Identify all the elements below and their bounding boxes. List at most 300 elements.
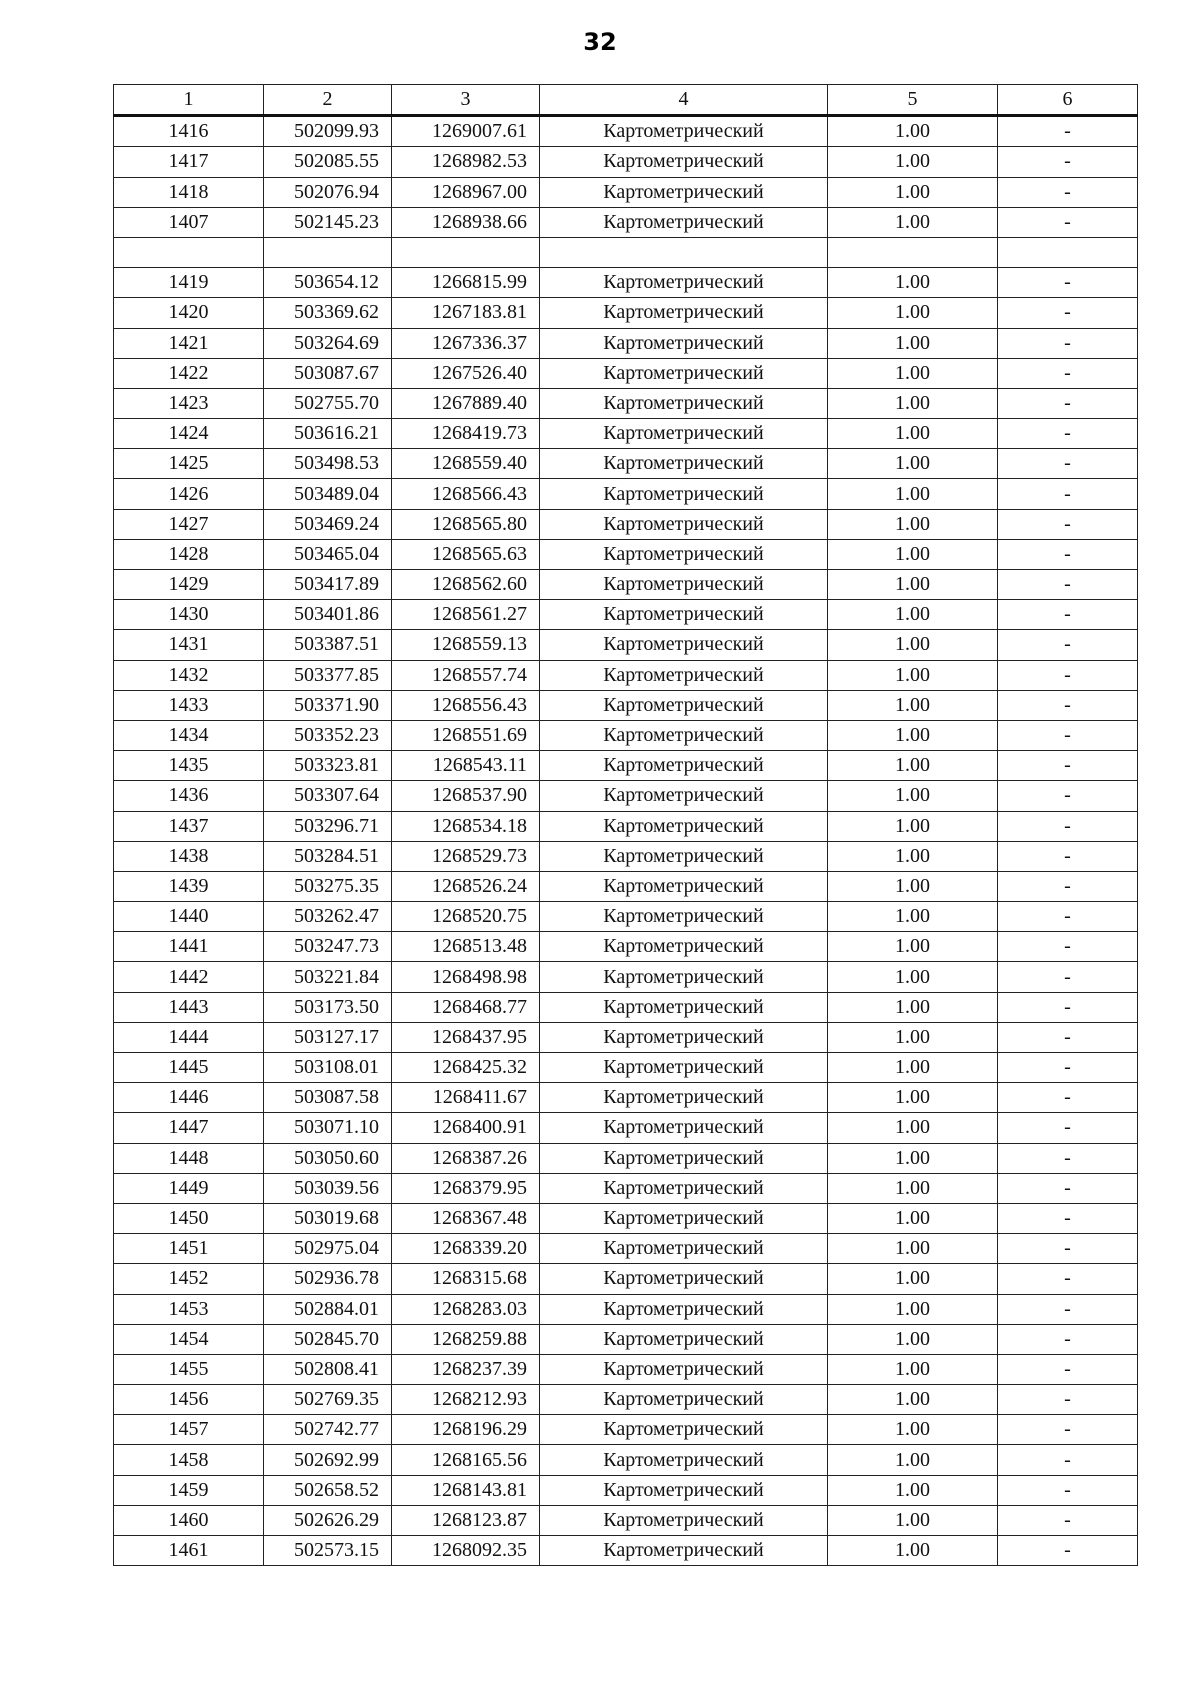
table-row — [114, 1264, 1138, 1294]
table-row — [114, 449, 1138, 479]
y-coordinate-cell: 1268143.81 — [392, 1475, 540, 1505]
x-coordinate-cell: 502573.15 — [264, 1536, 392, 1566]
note-cell: - — [998, 992, 1138, 1022]
y-coordinate-cell: 1268237.39 — [392, 1354, 540, 1384]
table-row — [114, 419, 1138, 449]
table-row — [114, 388, 1138, 418]
y-coordinate-cell: 1268543.11 — [392, 751, 540, 781]
point-number-cell: 1442 — [114, 962, 264, 992]
y-coordinate-cell: 1268419.73 — [392, 419, 540, 449]
note-cell: - — [998, 419, 1138, 449]
y-coordinate-cell: 1268468.77 — [392, 992, 540, 1022]
method-cell: Картометрический — [540, 1354, 828, 1384]
table-row — [114, 1173, 1138, 1203]
y-coordinate-cell: 1268513.48 — [392, 932, 540, 962]
note-cell: - — [998, 207, 1138, 237]
accuracy-cell: 1.00 — [828, 449, 998, 479]
y-coordinate-cell: 1268565.63 — [392, 539, 540, 569]
method-cell: Картометрический — [540, 1445, 828, 1475]
table-row — [114, 902, 1138, 932]
method-cell: Картометрический — [540, 660, 828, 690]
y-coordinate-cell: 1268123.87 — [392, 1505, 540, 1535]
note-cell: - — [998, 328, 1138, 358]
method-cell: Картометрический — [540, 449, 828, 479]
accuracy-cell: 1.00 — [828, 539, 998, 569]
point-number-cell: 1428 — [114, 539, 264, 569]
x-coordinate-cell: 502808.41 — [264, 1354, 392, 1384]
accuracy-cell: 1.00 — [828, 358, 998, 388]
point-number-cell: 1416 — [114, 116, 264, 147]
note-cell: - — [998, 1022, 1138, 1052]
x-coordinate-cell: 502755.70 — [264, 388, 392, 418]
y-coordinate-cell: 1269007.61 — [392, 116, 540, 147]
method-cell: Картометрический — [540, 1415, 828, 1445]
table-row — [114, 1475, 1138, 1505]
table-row — [114, 116, 1138, 147]
accuracy-cell: 1.00 — [828, 811, 998, 841]
point-number-cell: 1429 — [114, 570, 264, 600]
method-cell: Картометрический — [540, 630, 828, 660]
x-coordinate-cell: 502936.78 — [264, 1264, 392, 1294]
point-number-cell: 1452 — [114, 1264, 264, 1294]
point-number-cell: 1443 — [114, 992, 264, 1022]
method-cell: Картометрический — [540, 1022, 828, 1052]
table-row — [114, 660, 1138, 690]
point-number-cell: 1448 — [114, 1143, 264, 1173]
accuracy-cell: 1.00 — [828, 630, 998, 660]
method-cell: Картометрический — [540, 1475, 828, 1505]
note-cell: - — [998, 1536, 1138, 1566]
note-cell: - — [998, 1445, 1138, 1475]
point-number-cell: 1435 — [114, 751, 264, 781]
table-row — [114, 1143, 1138, 1173]
y-coordinate-cell: 1268526.24 — [392, 871, 540, 901]
y-coordinate-cell: 1268559.13 — [392, 630, 540, 660]
note-cell: - — [998, 1415, 1138, 1445]
table-row — [114, 781, 1138, 811]
point-number-cell: 1439 — [114, 871, 264, 901]
table-row — [114, 479, 1138, 509]
note-cell: - — [998, 1143, 1138, 1173]
table-row — [114, 539, 1138, 569]
point-number-cell: 1449 — [114, 1173, 264, 1203]
accuracy-cell: 1.00 — [828, 992, 998, 1022]
x-coordinate-cell: 503369.62 — [264, 298, 392, 328]
y-coordinate-cell: 1268938.66 — [392, 207, 540, 237]
accuracy-cell: 1.00 — [828, 1475, 998, 1505]
note-cell: - — [998, 1385, 1138, 1415]
y-coordinate-cell: 1268437.95 — [392, 1022, 540, 1052]
point-number-cell: 1456 — [114, 1385, 264, 1415]
accuracy-cell: 1.00 — [828, 328, 998, 358]
method-cell: Картометрический — [540, 871, 828, 901]
table-row — [114, 1324, 1138, 1354]
point-number-cell: 1441 — [114, 932, 264, 962]
accuracy-cell: 1.00 — [828, 1415, 998, 1445]
table-row — [114, 811, 1138, 841]
table-row — [114, 1415, 1138, 1445]
x-coordinate-cell: 503247.73 — [264, 932, 392, 962]
note-cell: - — [998, 1505, 1138, 1535]
method-cell: Картометрический — [540, 902, 828, 932]
header-row — [114, 85, 1138, 116]
accuracy-cell: 1.00 — [828, 207, 998, 237]
method-cell: Картометрический — [540, 811, 828, 841]
accuracy-cell: 1.00 — [828, 268, 998, 298]
x-coordinate-cell: 502076.94 — [264, 177, 392, 207]
table-row — [114, 1053, 1138, 1083]
method-cell: Картометрический — [540, 1294, 828, 1324]
x-coordinate-cell: 503377.85 — [264, 660, 392, 690]
method-cell: Картометрический — [540, 509, 828, 539]
x-coordinate-cell: 503307.64 — [264, 781, 392, 811]
table-row — [114, 177, 1138, 207]
note-cell: - — [998, 298, 1138, 328]
x-coordinate-cell: 503284.51 — [264, 841, 392, 871]
note-cell: - — [998, 871, 1138, 901]
y-coordinate-cell: 1267336.37 — [392, 328, 540, 358]
table-row — [114, 207, 1138, 237]
accuracy-cell: 1.00 — [828, 1324, 998, 1354]
point-number-cell: 1432 — [114, 660, 264, 690]
y-coordinate-cell: 1268411.67 — [392, 1083, 540, 1113]
accuracy-cell: 1.00 — [828, 1143, 998, 1173]
table-row — [114, 328, 1138, 358]
accuracy-cell: 1.00 — [828, 388, 998, 418]
point-number-cell: 1445 — [114, 1053, 264, 1083]
table-row — [114, 690, 1138, 720]
accuracy-cell: 1.00 — [828, 1203, 998, 1233]
table-row — [114, 570, 1138, 600]
method-cell: Картометрический — [540, 419, 828, 449]
note-cell: - — [998, 1053, 1138, 1083]
point-number-cell: 1434 — [114, 720, 264, 750]
accuracy-cell: 1.00 — [828, 932, 998, 962]
accuracy-cell: 1.00 — [828, 1385, 998, 1415]
x-coordinate-cell: 503087.67 — [264, 358, 392, 388]
point-number-cell: 1453 — [114, 1294, 264, 1324]
method-cell: Картометрический — [540, 1324, 828, 1354]
method-cell: Картометрический — [540, 539, 828, 569]
x-coordinate-cell: 502884.01 — [264, 1294, 392, 1324]
x-coordinate-cell: 503498.53 — [264, 449, 392, 479]
point-number-cell: 1423 — [114, 388, 264, 418]
column-header-6: 6 — [998, 85, 1138, 116]
point-number-cell: 1447 — [114, 1113, 264, 1143]
y-coordinate-cell: 1268551.69 — [392, 720, 540, 750]
accuracy-cell: 1.00 — [828, 1505, 998, 1535]
y-coordinate-cell: 1268556.43 — [392, 690, 540, 720]
method-cell: Картометрический — [540, 1053, 828, 1083]
method-cell: Картометрический — [540, 1385, 828, 1415]
y-coordinate-cell: 1268259.88 — [392, 1324, 540, 1354]
x-coordinate-cell: 503323.81 — [264, 751, 392, 781]
method-cell: Картометрический — [540, 207, 828, 237]
point-number-cell: 1451 — [114, 1234, 264, 1264]
x-coordinate-cell: 503469.24 — [264, 509, 392, 539]
note-cell: - — [998, 660, 1138, 690]
x-coordinate-cell: 503019.68 — [264, 1203, 392, 1233]
method-cell: Картометрический — [540, 1113, 828, 1143]
method-cell: Картометрический — [540, 298, 828, 328]
table-row — [114, 1505, 1138, 1535]
y-coordinate-cell: 1268562.60 — [392, 570, 540, 600]
x-coordinate-cell: 503050.60 — [264, 1143, 392, 1173]
method-cell: Картометрический — [540, 1083, 828, 1113]
point-number-cell: 1422 — [114, 358, 264, 388]
x-coordinate-cell: 503221.84 — [264, 962, 392, 992]
accuracy-cell: 1.00 — [828, 1294, 998, 1324]
table-row — [114, 871, 1138, 901]
x-coordinate-cell: 502769.35 — [264, 1385, 392, 1415]
accuracy-cell: 1.00 — [828, 962, 998, 992]
note-cell: - — [998, 781, 1138, 811]
accuracy-cell: 1.00 — [828, 781, 998, 811]
y-coordinate-cell: 1268498.98 — [392, 962, 540, 992]
accuracy-cell: 1.00 — [828, 1113, 998, 1143]
column-header-4: 4 — [540, 85, 828, 116]
x-coordinate-cell: 503296.71 — [264, 811, 392, 841]
point-number-cell: 1420 — [114, 298, 264, 328]
note-cell: - — [998, 268, 1138, 298]
x-coordinate-cell: 503275.35 — [264, 871, 392, 901]
column-header-3: 3 — [392, 85, 540, 116]
y-coordinate-cell — [392, 237, 540, 267]
y-coordinate-cell: 1268367.48 — [392, 1203, 540, 1233]
method-cell: Картометрический — [540, 600, 828, 630]
method-cell: Картометрический — [540, 781, 828, 811]
accuracy-cell: 1.00 — [828, 1264, 998, 1294]
note-cell: - — [998, 1475, 1138, 1505]
note-cell: - — [998, 449, 1138, 479]
note-cell: - — [998, 962, 1138, 992]
x-coordinate-cell: 503465.04 — [264, 539, 392, 569]
note-cell — [998, 237, 1138, 267]
method-cell: Картометрический — [540, 992, 828, 1022]
x-coordinate-cell: 502099.93 — [264, 116, 392, 147]
table-row — [114, 237, 1138, 267]
point-number-cell: 1440 — [114, 902, 264, 932]
accuracy-cell: 1.00 — [828, 841, 998, 871]
accuracy-cell: 1.00 — [828, 690, 998, 720]
table-row — [114, 992, 1138, 1022]
accuracy-cell: 1.00 — [828, 1445, 998, 1475]
note-cell: - — [998, 932, 1138, 962]
x-coordinate-cell: 502626.29 — [264, 1505, 392, 1535]
y-coordinate-cell: 1268092.35 — [392, 1536, 540, 1566]
y-coordinate-cell: 1268196.29 — [392, 1415, 540, 1445]
x-coordinate-cell: 502658.52 — [264, 1475, 392, 1505]
y-coordinate-cell: 1268557.74 — [392, 660, 540, 690]
method-cell: Картометрический — [540, 570, 828, 600]
table-row — [114, 358, 1138, 388]
point-number-cell: 1424 — [114, 419, 264, 449]
point-number-cell: 1457 — [114, 1415, 264, 1445]
table-row — [114, 147, 1138, 177]
point-number-cell: 1459 — [114, 1475, 264, 1505]
column-header-5: 5 — [828, 85, 998, 116]
point-number-cell: 1417 — [114, 147, 264, 177]
table-row — [114, 509, 1138, 539]
method-cell: Картометрический — [540, 358, 828, 388]
table-body — [114, 116, 1138, 1566]
table-row — [114, 600, 1138, 630]
accuracy-cell: 1.00 — [828, 116, 998, 147]
table-row — [114, 1445, 1138, 1475]
table-row — [114, 1234, 1138, 1264]
table-row — [114, 1354, 1138, 1384]
method-cell: Картометрический — [540, 1536, 828, 1566]
accuracy-cell — [828, 237, 998, 267]
point-number-cell: 1455 — [114, 1354, 264, 1384]
method-cell: Картометрический — [540, 1264, 828, 1294]
x-coordinate-cell: 503264.69 — [264, 328, 392, 358]
note-cell: - — [998, 116, 1138, 147]
y-coordinate-cell: 1267526.40 — [392, 358, 540, 388]
method-cell: Картометрический — [540, 751, 828, 781]
note-cell: - — [998, 1234, 1138, 1264]
table-row — [114, 630, 1138, 660]
y-coordinate-cell: 1268387.26 — [392, 1143, 540, 1173]
method-cell: Картометрический — [540, 268, 828, 298]
note-cell: - — [998, 1264, 1138, 1294]
accuracy-cell: 1.00 — [828, 720, 998, 750]
point-number-cell: 1431 — [114, 630, 264, 660]
accuracy-cell: 1.00 — [828, 177, 998, 207]
method-cell: Картометрический — [540, 328, 828, 358]
method-cell: Картометрический — [540, 388, 828, 418]
method-cell: Картометрический — [540, 1203, 828, 1233]
accuracy-cell: 1.00 — [828, 570, 998, 600]
method-cell — [540, 237, 828, 267]
y-coordinate-cell: 1268379.95 — [392, 1173, 540, 1203]
note-cell: - — [998, 1203, 1138, 1233]
note-cell: - — [998, 841, 1138, 871]
note-cell: - — [998, 751, 1138, 781]
x-coordinate-cell: 503127.17 — [264, 1022, 392, 1052]
point-number-cell: 1421 — [114, 328, 264, 358]
table-row — [114, 268, 1138, 298]
table-row — [114, 1294, 1138, 1324]
note-cell: - — [998, 388, 1138, 418]
accuracy-cell: 1.00 — [828, 147, 998, 177]
x-coordinate-cell: 503654.12 — [264, 268, 392, 298]
y-coordinate-cell: 1268565.80 — [392, 509, 540, 539]
point-number-cell: 1438 — [114, 841, 264, 871]
accuracy-cell: 1.00 — [828, 1173, 998, 1203]
method-cell: Картометрический — [540, 479, 828, 509]
x-coordinate-cell: 502742.77 — [264, 1415, 392, 1445]
note-cell: - — [998, 902, 1138, 932]
note-cell: - — [998, 1173, 1138, 1203]
method-cell: Картометрический — [540, 720, 828, 750]
note-cell: - — [998, 1324, 1138, 1354]
page-number: 32 — [583, 28, 617, 56]
point-number-cell — [114, 237, 264, 267]
table-row — [114, 932, 1138, 962]
method-cell: Картометрический — [540, 932, 828, 962]
accuracy-cell: 1.00 — [828, 1083, 998, 1113]
method-cell: Картометрический — [540, 962, 828, 992]
y-coordinate-cell: 1268566.43 — [392, 479, 540, 509]
note-cell: - — [998, 570, 1138, 600]
accuracy-cell: 1.00 — [828, 1234, 998, 1264]
point-number-cell: 1460 — [114, 1505, 264, 1535]
y-coordinate-cell: 1268982.53 — [392, 147, 540, 177]
table-row — [114, 1203, 1138, 1233]
y-coordinate-cell: 1268283.03 — [392, 1294, 540, 1324]
y-coordinate-cell: 1268315.68 — [392, 1264, 540, 1294]
y-coordinate-cell: 1268561.27 — [392, 600, 540, 630]
x-coordinate-cell: 503071.10 — [264, 1113, 392, 1143]
table-row — [114, 751, 1138, 781]
note-cell: - — [998, 690, 1138, 720]
method-cell: Картометрический — [540, 1173, 828, 1203]
point-number-cell: 1436 — [114, 781, 264, 811]
point-number-cell: 1446 — [114, 1083, 264, 1113]
x-coordinate-cell: 503039.56 — [264, 1173, 392, 1203]
x-coordinate-cell: 502845.70 — [264, 1324, 392, 1354]
x-coordinate-cell: 502975.04 — [264, 1234, 392, 1264]
x-coordinate-cell: 503173.50 — [264, 992, 392, 1022]
y-coordinate-cell: 1268339.20 — [392, 1234, 540, 1264]
note-cell: - — [998, 1113, 1138, 1143]
table-row — [114, 962, 1138, 992]
note-cell: - — [998, 539, 1138, 569]
note-cell: - — [998, 358, 1138, 388]
point-number-cell: 1427 — [114, 509, 264, 539]
point-number-cell: 1433 — [114, 690, 264, 720]
accuracy-cell: 1.00 — [828, 902, 998, 932]
accuracy-cell: 1.00 — [828, 1053, 998, 1083]
note-cell: - — [998, 1294, 1138, 1324]
table-row — [114, 1113, 1138, 1143]
column-header-1: 1 — [114, 85, 264, 116]
method-cell: Картометрический — [540, 841, 828, 871]
x-coordinate-cell: 503616.21 — [264, 419, 392, 449]
point-number-cell: 1437 — [114, 811, 264, 841]
note-cell: - — [998, 509, 1138, 539]
point-number-cell: 1425 — [114, 449, 264, 479]
accuracy-cell: 1.00 — [828, 600, 998, 630]
method-cell: Картометрический — [540, 1505, 828, 1535]
accuracy-cell: 1.00 — [828, 1022, 998, 1052]
table-row — [114, 1083, 1138, 1113]
point-number-cell: 1407 — [114, 207, 264, 237]
accuracy-cell: 1.00 — [828, 1536, 998, 1566]
note-cell: - — [998, 720, 1138, 750]
point-number-cell: 1426 — [114, 479, 264, 509]
table-row — [114, 720, 1138, 750]
method-cell: Картометрический — [540, 1234, 828, 1264]
x-coordinate-cell: 503489.04 — [264, 479, 392, 509]
y-coordinate-cell: 1268537.90 — [392, 781, 540, 811]
method-cell: Картометрический — [540, 690, 828, 720]
x-coordinate-cell: 502085.55 — [264, 147, 392, 177]
method-cell: Картометрический — [540, 116, 828, 147]
note-cell: - — [998, 479, 1138, 509]
method-cell: Картометрический — [540, 1143, 828, 1173]
y-coordinate-cell: 1267183.81 — [392, 298, 540, 328]
y-coordinate-cell: 1268400.91 — [392, 1113, 540, 1143]
table-row — [114, 1385, 1138, 1415]
y-coordinate-cell: 1268212.93 — [392, 1385, 540, 1415]
accuracy-cell: 1.00 — [828, 298, 998, 328]
note-cell: - — [998, 147, 1138, 177]
accuracy-cell: 1.00 — [828, 479, 998, 509]
note-cell: - — [998, 1354, 1138, 1384]
x-coordinate-cell: 503417.89 — [264, 570, 392, 600]
